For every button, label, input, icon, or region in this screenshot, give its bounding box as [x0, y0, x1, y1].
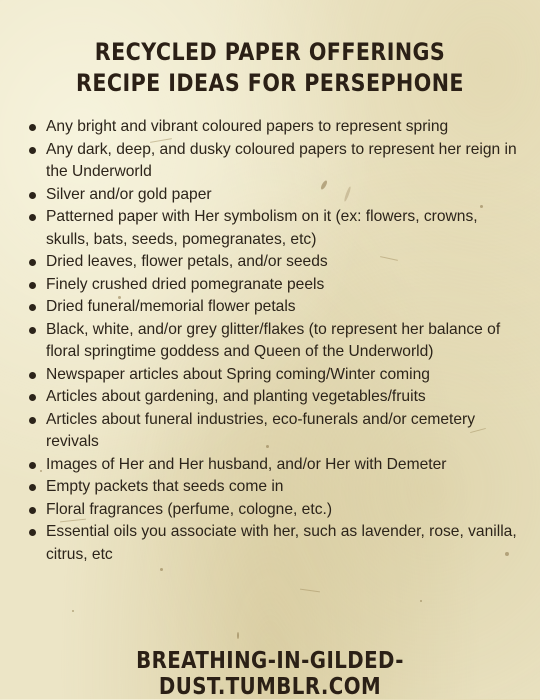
list-item-text: Finely crushed dried pomegranate peels: [46, 275, 325, 293]
list-item: [26, 364, 518, 387]
page-title-line-1: RECYCLED PAPER OFFERINGS: [94, 38, 446, 66]
bullet-icon: [29, 529, 36, 536]
list-item-text: Any dark, deep, and dusky coloured papers to represent her reign in the Underworld: [46, 140, 517, 180]
list-item: [26, 139, 518, 184]
list-item-text: Empty packets that seeds come in: [46, 478, 284, 495]
list-item-text: Images of Her and Her husband, and/or Her with Demeter: [46, 455, 447, 473]
list-item-text: Newspaper articles about Spring coming/Winter coming: [46, 365, 430, 383]
list-item-text: Floral fragrances (perfume, cologne, etc.): [46, 500, 333, 518]
bullet-icon: [29, 327, 36, 334]
list-item: [26, 206, 518, 251]
bullet-icon: [29, 192, 36, 199]
bullet-icon: [29, 304, 36, 311]
list-item: [26, 386, 518, 409]
list-item-text: Articles about gardening, and planting vegetables/fruits: [46, 388, 426, 405]
bullet-icon: [29, 282, 36, 289]
list-item-text: Any bright and vibrant coloured papers to represent spring: [46, 118, 449, 135]
list-item: [26, 499, 518, 522]
bullet-icon: [29, 507, 36, 514]
list-item: [26, 454, 518, 477]
bullet-icon: [29, 214, 36, 221]
list-item: [26, 116, 518, 139]
bullet-icon: [29, 417, 36, 424]
page-title-line-2: RECIPE IDEAS FOR PERSEPHONE: [76, 69, 464, 97]
list-item: [26, 521, 518, 566]
bullet-icon: [29, 259, 36, 266]
list-item-text: Dried leaves, flower petals, and/or seeds: [46, 253, 328, 270]
list-item: [26, 251, 518, 274]
bullet-icon: [29, 147, 36, 154]
list-item-text: Patterned paper with Her symbolism on it (ex: flowers, crowns, skulls, bats, seeds, pomegranates, etc): [46, 208, 478, 248]
list-item: [26, 274, 518, 297]
list-item: [26, 409, 518, 454]
bullet-icon: [29, 484, 36, 491]
list-item-text: Essential oils you associate with her, such as lavender, rose, vanilla, citrus, etc: [46, 523, 517, 563]
list-item: [26, 476, 518, 499]
list-item-text: Black, white, and/or grey glitter/flakes (to represent her balance of floral springtime goddess and Queen of the Underworld): [46, 320, 501, 360]
list-item-text: Articles about funeral industries, eco-funerals and/or cemetery revivals: [46, 410, 476, 450]
footer-url: BREATHING-IN-GILDED-DUST.TUMBLR.COM: [136, 648, 404, 700]
offering-list: [26, 116, 518, 566]
list-item-text: Dried funeral/memorial flower petals: [46, 298, 296, 315]
list-item: [26, 184, 518, 207]
bullet-icon: [29, 394, 36, 401]
list-item: [26, 296, 518, 319]
list-item-text: Silver and/or gold paper: [46, 185, 212, 203]
list-item: [26, 319, 518, 364]
bullet-icon: [29, 462, 36, 469]
bullet-icon: [29, 372, 36, 379]
bullet-icon: [29, 124, 36, 131]
